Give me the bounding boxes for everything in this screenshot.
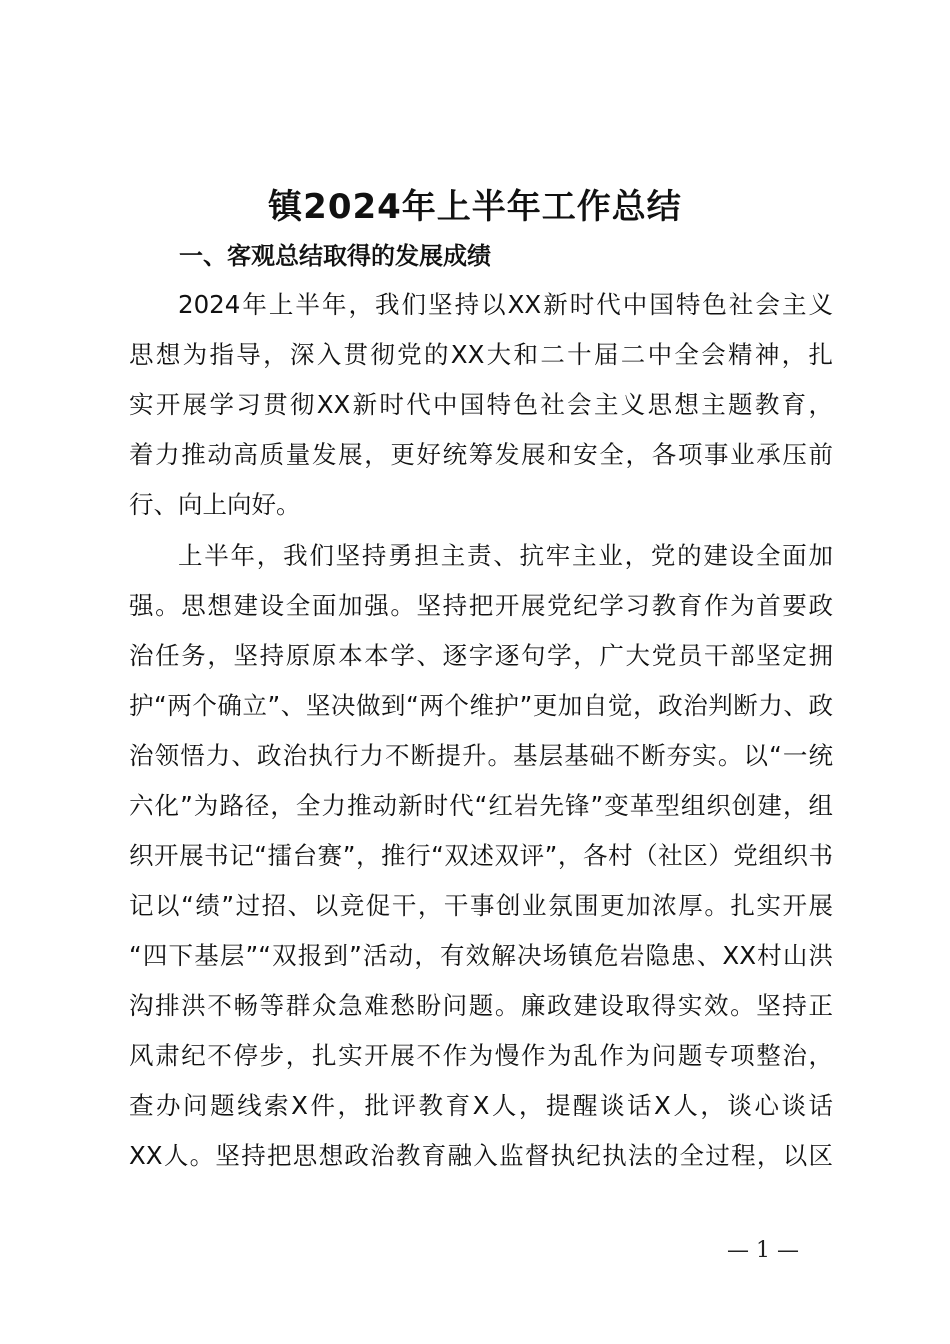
paragraph-line: “四下基层”“双报到”活动，有效解决场镇危岩隐患、XX村山洪 (129, 941, 833, 970)
document-title: 镇2024年上半年工作总结 (268, 187, 682, 227)
paragraph-line: 思想为指导，深入贯彻党的XX大和二十届二中全会精神，扎 (129, 340, 833, 369)
paragraph-line: 实开展学习贯彻XX新时代中国特色社会主义思想主题教育， (129, 390, 833, 419)
paragraph-line: 六化”为路径，全力推动新时代“红岩先锋”变革型组织创建，组 (129, 791, 833, 820)
paragraph-line: 2024年上半年，我们坚持以XX新时代中国特色社会主义 (178, 290, 833, 319)
page-number: — 1 — (727, 1238, 799, 1263)
paragraph-line: 风肃纪不停步，扎实开展不作为慢作为乱作为问题专项整治， (129, 1041, 833, 1070)
paragraph-line: 记以“绩”过招、以竞促干，干事创业氛围更加浓厚。扎实开展 (129, 891, 833, 920)
paragraph-line: 治领悟力、政治执行力不断提升。基层基础不断夯实。以“一统 (129, 741, 833, 770)
paragraph-line: XX人。坚持把思想政治教育融入监督执纪执法的全过程，以区 (129, 1141, 833, 1170)
paragraph-1 (129, 280, 833, 530)
paragraph-line: 行、向上向好。 (129, 490, 301, 519)
paragraph-line: 织开展书记“擂台赛”，推行“双述双评”，各村（社区）党组织书 (129, 841, 833, 870)
section-heading: 一、客观总结取得的发展成绩 (179, 242, 491, 270)
paragraph-2 (129, 531, 833, 1181)
paragraph-line: 查办问题线索X件，批评教育X人，提醒谈话X人，谈心谈话 (129, 1091, 833, 1120)
paragraph-line: 沟排洪不畅等群众急难愁盼问题。廉政建设取得实效。坚持正 (129, 991, 833, 1020)
paragraph-line: 着力推动高质量发展，更好统筹发展和安全，各项事业承压前 (129, 440, 833, 469)
paragraph-line: 上半年，我们坚持勇担主责、抗牢主业，党的建设全面加 (178, 541, 833, 570)
paragraph-line: 强。思想建设全面加强。坚持把开展党纪学习教育作为首要政 (129, 591, 833, 620)
paragraph-line: 护“两个确立”、坚决做到“两个维护”更加自觉，政治判断力、政 (129, 691, 833, 720)
paragraph-line: 治任务，坚持原原本本学、逐字逐句学，广大党员干部坚定拥 (129, 641, 833, 670)
